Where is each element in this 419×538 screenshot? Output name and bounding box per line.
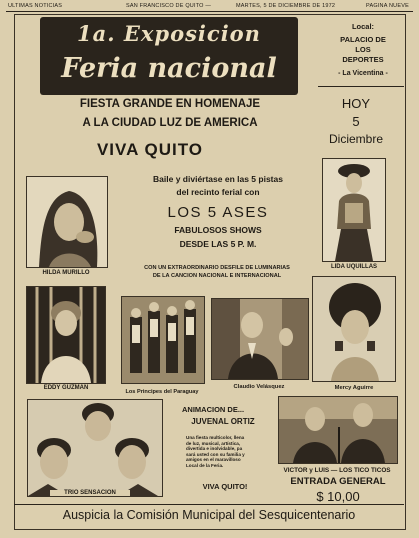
tico-ticos-photo bbox=[278, 396, 398, 464]
animator-name: JUVENAL ORTIZ bbox=[191, 417, 255, 426]
dance-line1: Baile y diviértase en las 5 pistas bbox=[153, 174, 283, 184]
headline-line1: FIESTA GRANDE EN HOMENAJE bbox=[79, 98, 261, 110]
description-line: Una fiesta multicolor, llena bbox=[186, 435, 245, 440]
mercy-aguirre-photo bbox=[312, 276, 396, 382]
masthead-page-number: PAGINA NUEVE bbox=[366, 3, 409, 9]
ticket-price: $ 10,00 bbox=[316, 489, 360, 504]
description-line: Local de la Feria. bbox=[186, 462, 224, 468]
tico-ticos-caption: VICTOR y LUIS — LOS TICO TICOS bbox=[283, 467, 391, 474]
description-line: sará usted con su familia y bbox=[186, 451, 245, 457]
parade-line1: CON UN EXTRAORDINARIO DESFILE DE LUMINARIAS bbox=[144, 265, 290, 271]
masthead-rule bbox=[6, 11, 413, 12]
principes-paraguay-photo bbox=[121, 296, 205, 384]
parade-line2: DE LA CANCION NACIONAL E INTERNACIONAL bbox=[152, 273, 282, 279]
venue-name-line1: PALACIO DE bbox=[340, 35, 386, 44]
footer-rule bbox=[14, 504, 404, 505]
headline-line2: A LA CIUDAD LUZ DE AMERICA bbox=[82, 117, 258, 129]
claudio-velasquez-caption: Claudio Velásquez bbox=[233, 384, 285, 390]
exposition-banner bbox=[40, 17, 298, 95]
eddy-guzman-photo bbox=[26, 286, 106, 384]
masthead-city: SAN FRANCISCO DE QUITO — bbox=[126, 3, 212, 9]
hoy-label: HOY bbox=[341, 96, 371, 111]
principes-paraguay-caption: Los Principes del Paraguay bbox=[125, 389, 199, 395]
description-line: de luz, musical, artística, bbox=[186, 440, 241, 446]
venue-name-line2: LOS bbox=[355, 45, 371, 54]
masthead-strip bbox=[8, 3, 412, 11]
description-line: amigos en el maravilloso bbox=[186, 457, 241, 463]
venue-divider bbox=[318, 86, 404, 87]
animation-label: ANIMACION DE... bbox=[182, 405, 245, 414]
time-line: DESDE LAS 5 P. M. bbox=[179, 239, 257, 249]
ticket-label: ENTRADA GENERAL bbox=[290, 476, 386, 487]
mercy-aguirre-caption: Mercy Aguirre bbox=[334, 385, 374, 391]
dance-line2: del recinto ferial con bbox=[176, 187, 260, 197]
lida-uquillas-photo bbox=[322, 158, 386, 262]
trio-sensacion-photo bbox=[27, 399, 163, 497]
venue-label: Local: bbox=[351, 22, 375, 31]
banner-title-line1: 1a. Exposicion bbox=[77, 21, 261, 46]
animation-viva-quito: VIVA QUITO! bbox=[202, 482, 248, 491]
banner-title-line2: Feria nacional bbox=[61, 53, 277, 84]
lida-uquillas-caption: LIDA UQUILLAS bbox=[330, 264, 378, 270]
trio-sensacion-caption: TRIO SENSACION bbox=[50, 490, 130, 496]
headline-viva-quito: VIVA QUITO bbox=[96, 140, 204, 159]
hilda-murillo-caption: HILDA MURILLO bbox=[42, 270, 90, 276]
eddy-guzman-caption: EDDY GUZMAN bbox=[43, 385, 89, 391]
venue-name-line3: DEPORTES bbox=[342, 55, 384, 64]
masthead-date: MARTES, 5 DE DICIEMBRE DE 1972 bbox=[236, 3, 336, 9]
masthead-paper-name: ULTIMAS NOTICIAS bbox=[8, 3, 63, 9]
sponsor-line: Auspicia la Comisión Municipal del Sesquicentenario bbox=[62, 508, 356, 522]
hilda-murillo-photo bbox=[26, 176, 108, 268]
date-month: Diciembre bbox=[328, 132, 383, 146]
shows-line: FABULOSOS SHOWS bbox=[174, 225, 262, 235]
claudio-velasquez-photo bbox=[211, 298, 309, 380]
description-line: divertida e inolvidable, pa bbox=[186, 446, 243, 452]
date-number: 5 bbox=[352, 114, 360, 129]
band-name: LOS 5 ASES bbox=[167, 204, 269, 221]
venue-area: - La Vicentina - bbox=[338, 70, 388, 77]
animation-description bbox=[186, 435, 274, 469]
